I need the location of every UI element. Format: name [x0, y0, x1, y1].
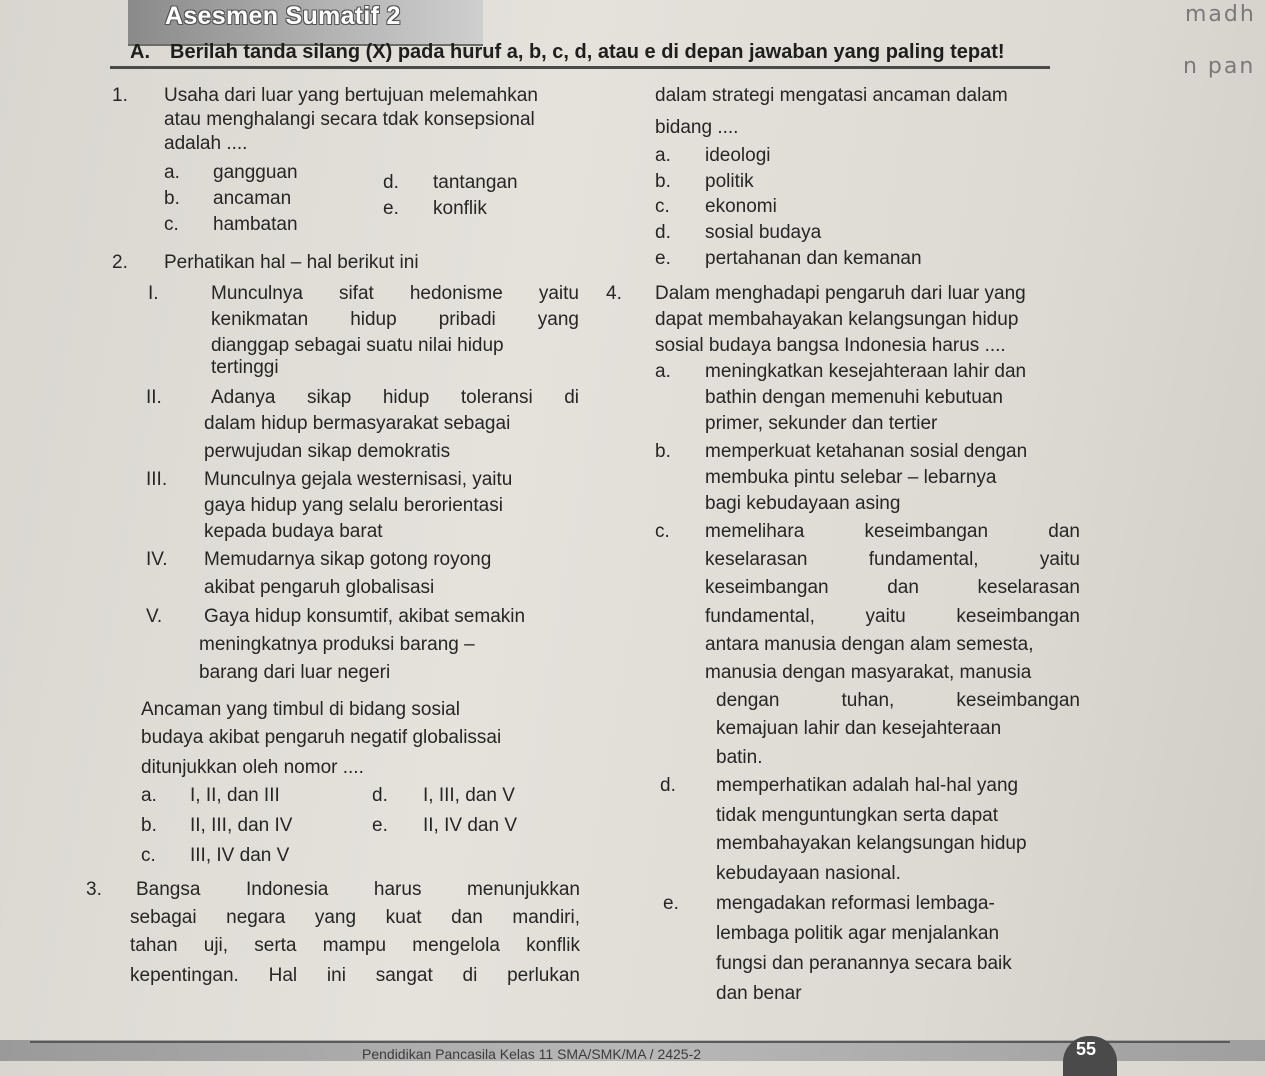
q3-option-text: ideologi: [705, 145, 771, 166]
q2-option-text: I, III, dan V: [423, 785, 515, 806]
q4-option-letter: a.: [655, 361, 671, 382]
q4-line: dapat membahayakan kelangsungan hidup: [655, 309, 1019, 330]
q3-line: kepentingan. Hal ini sangat di perlukan: [130, 965, 580, 986]
q2-item-line: meningkatnya produksi barang –: [199, 634, 475, 655]
q2-item-line: Munculnya sifat hedonisme yaitu: [211, 283, 579, 304]
q2-option-letter: b.: [141, 815, 157, 836]
q2-stem-line: budaya akibat pengaruh negatif globalissai: [141, 727, 502, 748]
q4-option-line: mengadakan reformasi lembaga-: [716, 893, 995, 914]
q2-item-line: dalam hidup bermasyarakat sebagai: [204, 413, 511, 434]
q3-option-letter: d.: [655, 222, 671, 243]
q2-item-line: Memudarnya sikap gotong royong: [204, 549, 492, 570]
page-number: 55: [1076, 1039, 1097, 1059]
q2-item-number: II.: [146, 387, 162, 408]
q2-item-number: III.: [146, 469, 168, 490]
q2-option-text: III, IV dan V: [190, 845, 290, 866]
q4-option-letter: c.: [655, 521, 670, 542]
q2-option-letter: e.: [372, 815, 388, 836]
q4-option-line: kebudayaan nasional.: [716, 863, 901, 884]
q4-option-line: bagi kebudayaan asing: [705, 493, 901, 514]
q4-option-line: membuka pintu selebar – lebarnya: [705, 467, 997, 488]
q4-option-line: memperkuat ketahanan sosial dengan: [705, 441, 1028, 462]
q3-option-text: pertahanan dan kemanan: [705, 248, 922, 269]
q4-option-letter: e.: [663, 893, 679, 914]
q1-line: Usaha dari luar yang bertujuan melemahkan: [164, 85, 538, 106]
q2-item-line: Gaya hidup konsumtif, akibat semakin: [204, 606, 526, 627]
q2-item-line: dianggap sebagai suatu nilai hidup: [211, 335, 504, 356]
q2-item-line: tertinggi: [211, 357, 279, 378]
q2-item-line: gaya hidup yang selalu berorientasi: [204, 495, 503, 516]
q2-stem-line: Ancaman yang timbul di bidang sosial: [141, 699, 460, 720]
q4-option-line: kemajuan lahir dan kesejahteraan: [716, 718, 1002, 739]
footer-text: Pendidikan Pancasila Kelas 11 SMA/SMK/MA / 2425-2: [362, 1046, 702, 1062]
q3-option-letter: a.: [655, 145, 671, 166]
q2-option-text: II, IV dan V: [423, 815, 517, 836]
handwriting-note-side: n pan: [1183, 54, 1256, 79]
q4-option-line: dan benar: [716, 983, 802, 1004]
q4-option-line: batin.: [716, 747, 763, 768]
q4-option-line: keseimbangan dan keselarasan: [705, 577, 1080, 598]
q4-option-line: keselarasan fundamental, yaitu: [705, 549, 1080, 570]
q2-item-number: I.: [148, 283, 159, 304]
q4-option-line: memperhatikan adalah hal-hal yang: [716, 775, 1019, 796]
q2-option-letter: a.: [141, 785, 157, 806]
q2-intro: Perhatikan hal – hal berikut ini: [164, 252, 419, 273]
section-instruction: Berilah tanda silang (X) pada huruf a, b, c, d, atau e di depan jawaban yang paling tepat!: [170, 41, 1005, 63]
q2-item-line: kepada budaya barat: [204, 521, 383, 542]
q4-option-line: membahayakan kelangsungan hidup: [716, 833, 1027, 854]
q1-line: adalah ....: [164, 133, 248, 154]
q1-option-text: konflik: [433, 198, 487, 219]
q3-option-text: sosial budaya: [705, 222, 822, 243]
q1-option-letter: b.: [164, 188, 180, 209]
q3-line: tahan uji, serta mampu mengelola konflik: [130, 935, 580, 956]
page-title: Asesmen Sumatif 2: [165, 2, 401, 30]
q4-option-letter: b.: [655, 441, 671, 462]
q3-line: sebagai negara yang kuat dan mandiri,: [130, 907, 580, 928]
q3-option-letter: e.: [655, 248, 671, 269]
q4-number: 4.: [606, 283, 622, 304]
q2-option-letter: d.: [372, 785, 388, 806]
q4-option-line: fungsi dan peranannya secara baik: [716, 953, 1012, 974]
q2-item-line: akibat pengaruh globalisasi: [204, 577, 435, 598]
q1-line: atau menghalangi secara tdak konsepsional: [164, 109, 535, 130]
q2-option-text: II, III, dan IV: [190, 815, 293, 836]
section-letter: A.: [130, 41, 150, 63]
q2-item-line: perwujudan sikap demokratis: [204, 441, 451, 462]
q1-option-text: hambatan: [213, 214, 298, 235]
q3-option-text: politik: [705, 171, 754, 192]
q4-option-line: tidak menguntungkan serta dapat: [716, 805, 999, 826]
q1-option-letter: a.: [164, 162, 180, 183]
q2-number: 2.: [112, 252, 128, 273]
q4-option-line: bathin dengan memenuhi kebutuan: [705, 387, 1003, 408]
q4-option-line: primer, sekunder dan tertier: [705, 413, 938, 434]
q2-option-letter: c.: [141, 845, 156, 866]
q4-line: Dalam menghadapi pengaruh dari luar yang: [655, 283, 1026, 304]
q4-option-line: fundamental, yaitu keseimbangan: [705, 606, 1080, 627]
q1-option-text: tantangan: [433, 172, 518, 193]
q4-option-line: manusia dengan masyarakat, manusia: [705, 662, 1032, 683]
q3-option-letter: b.: [655, 171, 671, 192]
q1-option-letter: d.: [383, 172, 399, 193]
footer-divider: [30, 1041, 1230, 1043]
section-divider: [110, 66, 1050, 69]
q2-item-number: IV.: [146, 549, 168, 570]
q3-option-text: ekonomi: [705, 196, 777, 217]
q2-stem-line: ditunjukkan oleh nomor ....: [141, 757, 364, 778]
q2-option-text: I, II, dan III: [190, 785, 280, 806]
q4-option-line: antara manusia dengan alam semesta,: [705, 634, 1034, 655]
q1-option-text: ancaman: [213, 188, 292, 209]
q2-item-number: V.: [146, 606, 163, 627]
q4-option-line: dengan tuhan, keseimbangan: [716, 690, 1080, 711]
q4-line: sosial budaya bangsa Indonesia harus ....: [655, 335, 1006, 356]
q3-continuation: dalam strategi mengatasi ancaman dalam: [655, 85, 1008, 106]
q3-line: Bangsa Indonesia harus menunjukkan: [136, 879, 580, 900]
q2-item-line: Adanya sikap hidup toleransi di: [211, 387, 579, 408]
q3-number: 3.: [86, 879, 102, 900]
q3-option-letter: c.: [655, 196, 670, 217]
q1-option-text: gangguan: [213, 162, 298, 183]
q4-option-letter: d.: [660, 775, 676, 796]
q4-option-line: lembaga politik agar menjalankan: [716, 923, 1000, 944]
q2-item-line: barang dari luar negeri: [199, 662, 391, 683]
q1-number: 1.: [112, 85, 128, 106]
q1-option-letter: c.: [164, 214, 179, 235]
q1-option-letter: e.: [383, 198, 399, 219]
q3-continuation: bidang ....: [655, 117, 739, 138]
q4-option-line: memelihara keseimbangan dan: [705, 521, 1080, 542]
handwriting-note-top: madh: [1185, 2, 1256, 27]
q4-option-line: meningkatkan kesejahteraan lahir dan: [705, 361, 1027, 382]
q2-item-line: kenikmatan hidup pribadi yang: [211, 309, 579, 330]
q2-item-line: Munculnya gejala westernisasi, yaitu: [204, 469, 513, 490]
